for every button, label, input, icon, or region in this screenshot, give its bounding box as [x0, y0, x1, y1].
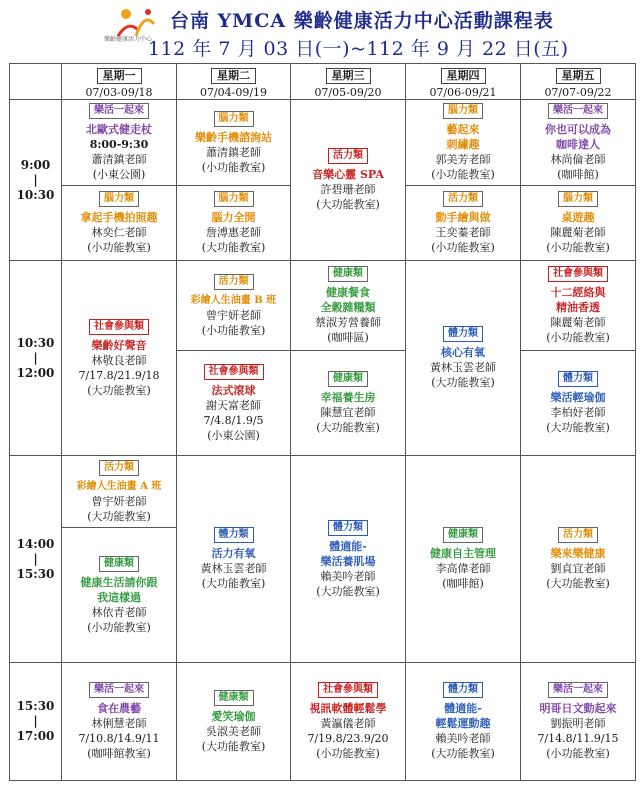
location: (咖啡館教室) — [87, 747, 151, 760]
table-row — [10, 456, 636, 528]
location: (小功能教室) — [87, 620, 151, 634]
class-name: 幸福養生房 — [320, 391, 376, 404]
location: (小功能教室) — [87, 241, 151, 254]
class-name: 法式滾球 — [211, 383, 256, 397]
class-cell — [177, 456, 291, 663]
class-name: 十二經絡與 — [550, 286, 606, 299]
class-name-2: 輕鬆運動趣 — [435, 717, 491, 730]
day-range: 07/05-09/20 — [314, 86, 382, 99]
teacher: 林敬良老師 — [91, 353, 147, 367]
category-tag: 樂活一起來 — [548, 103, 608, 119]
class-cell — [521, 351, 636, 456]
day-header-mon — [62, 64, 177, 100]
class-cell — [177, 261, 291, 351]
class-name-2: 刺繡趣 — [446, 138, 480, 151]
corner-cell — [10, 64, 62, 100]
class-cell — [62, 261, 177, 456]
class-name: 你也可以成為 — [545, 123, 611, 136]
category-tag: 活力類 — [328, 148, 368, 164]
class-name: 體適能- — [444, 702, 482, 715]
day-range: 07/04-09/19 — [199, 86, 268, 99]
teacher: 郭美芳老師 — [435, 153, 491, 166]
table-row — [10, 663, 636, 781]
day-range: 07/07-09/22 — [544, 86, 612, 99]
class-name-2: 樂活養肌場 — [320, 554, 376, 568]
teacher: 王奕蓁老師 — [435, 226, 491, 239]
category-tag: 腦力類 — [99, 191, 139, 207]
class-cell — [62, 186, 177, 261]
class-name: 視訊軟體輕鬆學 — [309, 702, 387, 715]
day-name: 星期五 — [556, 68, 601, 84]
day-header-wed — [291, 64, 406, 100]
day-name: 星期一 — [97, 68, 142, 84]
class-cell — [177, 663, 291, 781]
category-tag: 樂活一起來 — [89, 682, 149, 698]
teacher: 林俐慧老師 — [91, 717, 147, 730]
class-cell — [291, 351, 406, 456]
teacher: 陳慧宜老師 — [320, 406, 376, 419]
teacher: 吳淑美老師 — [206, 724, 261, 738]
location: (咖啡區) — [327, 331, 369, 344]
day-name: 星期二 — [211, 68, 256, 84]
category-tag: 體力類 — [558, 371, 598, 387]
category-tag: 健康類 — [99, 556, 139, 572]
time-sep: | — [33, 551, 38, 566]
teacher: 蕭清鎮老師 — [206, 145, 261, 159]
class-name: 動手繪與做 — [435, 211, 491, 224]
teacher: 黃瀛儀老師 — [320, 717, 376, 730]
location: (大功能教室) — [546, 577, 610, 590]
class-cell — [521, 100, 636, 186]
time-end: 10:30 — [16, 187, 55, 202]
location: (大功能教室) — [316, 584, 380, 598]
class-name: 桌遊趣 — [561, 211, 595, 224]
class-cell — [521, 186, 636, 261]
time-sep: | — [33, 350, 38, 365]
location: (小東公園) — [92, 168, 146, 181]
time-start: 15:30 — [16, 699, 55, 713]
class-name: 彩繪人生油畫 A 班 — [76, 480, 162, 492]
category-tag: 腦力類 — [443, 103, 483, 119]
category-tag: 體力類 — [443, 682, 483, 698]
category-tag: 活力類 — [558, 527, 598, 543]
teacher: 賴美吟老師 — [320, 569, 376, 583]
class-name: 活力有氧 — [211, 547, 256, 560]
class-name: 體適能- — [329, 539, 367, 553]
category-tag: 活力類 — [99, 460, 139, 476]
class-cell — [62, 100, 177, 186]
class-name: 樂齡好聲音 — [91, 338, 147, 352]
class-name: 樂來樂健康 — [550, 547, 606, 560]
class-cell — [291, 456, 406, 663]
class-cell — [62, 663, 177, 781]
location: (小功能教室) — [546, 747, 610, 760]
class-cell — [521, 261, 636, 351]
class-name: 藝起來 — [446, 123, 480, 136]
class-cell — [521, 456, 636, 663]
time-start: 9:00 — [20, 157, 51, 172]
category-tag: 活力類 — [214, 274, 254, 290]
class-name: 健康餐食 — [326, 286, 370, 299]
class-name: 拿起手機拍照趣 — [80, 211, 158, 224]
location: (小功能教室) — [546, 331, 610, 344]
teacher: 詹溥惠老師 — [206, 226, 261, 239]
class-name: 愛笑瑜伽 — [211, 709, 256, 723]
location: (咖啡館) — [442, 577, 484, 590]
location: (大功能教室) — [201, 241, 266, 254]
location: (小功能教室) — [201, 323, 266, 337]
class-cell — [177, 100, 291, 186]
class-cell — [406, 186, 521, 261]
class-cell — [406, 261, 521, 456]
category-tag: 社會參與類 — [89, 319, 149, 335]
teacher: 劉振明老師 — [550, 717, 606, 730]
teacher: 陳麗菊老師 — [550, 316, 606, 329]
location: (大功能教室) — [431, 376, 495, 389]
class-name: 音樂心靈 SPA — [312, 168, 384, 181]
header-row — [10, 64, 636, 100]
page-subtitle: 112 年 7 月 03 日(一)~112 年 9 月 22 日(五) — [148, 38, 569, 60]
class-time: 8:00-9:30 — [89, 138, 149, 151]
teacher: 林奕仁老師 — [91, 226, 147, 239]
location: (小功能教室) — [316, 747, 380, 760]
time-end: 17:00 — [16, 729, 55, 743]
location: (大功能教室) — [201, 739, 266, 753]
location: (咖啡館) — [557, 168, 599, 181]
teacher: 李柏妤老師 — [550, 406, 606, 419]
category-tag: 體力類 — [328, 520, 368, 536]
teacher: 李高偉老師 — [435, 562, 491, 575]
day-range: 07/03-09/18 — [85, 86, 153, 99]
class-cell — [177, 186, 291, 261]
location: (大功能教室) — [201, 577, 266, 590]
teacher: 劉貞宜老師 — [550, 562, 606, 575]
time-start: 14:00 — [16, 536, 55, 551]
class-dates: 7/19.8/23.9/20 — [307, 732, 389, 745]
location: (大功能教室) — [316, 198, 380, 211]
logo-caption: 樂齡健康活力中心 — [104, 36, 153, 43]
teacher: 陳麗菊老師 — [550, 226, 606, 239]
class-cell — [291, 100, 406, 261]
class-name: 彩繪人生油畫 B 班 — [190, 294, 277, 306]
class-name: 腦力全開 — [211, 211, 256, 224]
location: (小功能教室) — [431, 168, 495, 181]
class-name-2: 我這樣過 — [97, 590, 141, 604]
day-header-tue — [177, 64, 291, 100]
time-start: 10:30 — [16, 335, 55, 350]
class-cell — [62, 528, 177, 663]
teacher: 曾宇妍老師 — [91, 494, 147, 508]
class-dates: 7/17.8/21.9/18 — [78, 368, 160, 382]
day-header-fri — [521, 64, 636, 100]
class-name: 食在農藝 — [97, 702, 141, 715]
class-name: 健康自主管理 — [430, 547, 496, 560]
schedule-table — [9, 63, 636, 781]
class-dates: 7/4.8/1.9/5 — [203, 413, 264, 427]
class-cell — [62, 456, 177, 528]
class-name: 樂齡手機諮詢站 — [195, 130, 272, 144]
class-name: 北歐式健走杖 — [86, 123, 152, 136]
time-sep: | — [33, 172, 38, 187]
category-tag: 社會參與類 — [318, 682, 378, 698]
class-cell — [291, 261, 406, 351]
teacher: 謝天富老師 — [206, 398, 261, 412]
category-tag: 體力類 — [214, 527, 254, 543]
class-name-2: 精油香透 — [556, 301, 600, 314]
location: (小功能教室) — [546, 241, 610, 254]
page-title: 台南 YMCA 樂齡健康活力中心活動課程表 — [170, 10, 554, 32]
location: (小東公園) — [207, 428, 260, 442]
class-name: 核心有氧 — [441, 346, 485, 359]
table-row — [10, 100, 636, 186]
class-cell — [177, 351, 291, 456]
time-slot-3 — [10, 456, 62, 663]
teacher: 黃林玉雲老師 — [430, 361, 496, 374]
category-tag: 體力類 — [443, 326, 483, 342]
category-tag: 健康類 — [328, 266, 368, 282]
teacher: 蔡淑芳營養師 — [315, 316, 381, 329]
time-sep: | — [33, 714, 38, 728]
class-name-2: 咖啡達人 — [556, 138, 600, 151]
class-dates: 7/10.8/14.9/11 — [78, 732, 160, 745]
location: (小功能教室) — [201, 160, 266, 174]
teacher: 林尚倫老師 — [550, 153, 606, 166]
teacher: 許碧珊老師 — [320, 183, 376, 196]
class-cell — [406, 456, 521, 663]
category-tag: 腦力類 — [214, 191, 254, 207]
category-tag: 社會參與類 — [548, 266, 608, 282]
location: (大功能教室) — [546, 421, 610, 434]
category-tag: 腦力類 — [214, 111, 254, 127]
class-name: 健康生活請你跟 — [80, 575, 158, 589]
time-slot-2 — [10, 261, 62, 456]
category-tag: 健康類 — [443, 527, 483, 543]
class-name-2: 全穀雜糧類 — [320, 301, 376, 314]
class-cell — [291, 663, 406, 781]
teacher: 賴美吟老師 — [435, 732, 491, 745]
location: (大功能教室) — [431, 747, 495, 760]
table-row — [10, 261, 636, 351]
page-header — [0, 0, 644, 62]
time-slot-1 — [10, 100, 62, 261]
day-range: 07/06-09/21 — [429, 86, 497, 99]
teacher: 蕭清鎮老師 — [91, 153, 147, 166]
category-tag: 樂活一起來 — [89, 103, 149, 119]
day-header-thu — [406, 64, 521, 100]
class-cell — [406, 100, 521, 186]
class-name: 明哥日文動起來 — [539, 702, 617, 715]
location: (小功能教室) — [431, 241, 495, 254]
category-tag: 健康類 — [214, 690, 254, 706]
category-tag: 樂活一起來 — [548, 682, 608, 698]
teacher: 曾宇妍老師 — [206, 308, 261, 322]
location: (大功能教室) — [87, 383, 151, 397]
teacher: 林依青老師 — [91, 605, 147, 619]
class-cell — [406, 663, 521, 781]
class-cell — [521, 663, 636, 781]
category-tag: 健康類 — [328, 371, 368, 387]
time-end: 12:00 — [16, 365, 55, 380]
class-name: 樂活輕瑜伽 — [550, 391, 606, 404]
time-slot-4 — [10, 663, 62, 781]
day-name: 星期四 — [441, 68, 486, 84]
category-tag: 腦力類 — [558, 191, 598, 207]
category-tag: 活力類 — [443, 191, 483, 207]
location: (大功能教室) — [316, 421, 380, 434]
category-tag: 社會參與類 — [204, 364, 264, 380]
teacher: 黃林玉雲老師 — [200, 562, 267, 575]
location: (大功能教室) — [87, 509, 151, 523]
day-name: 星期三 — [326, 68, 371, 84]
time-end: 15:30 — [16, 566, 55, 581]
class-dates: 7/14.8/11.9/15 — [537, 732, 619, 745]
